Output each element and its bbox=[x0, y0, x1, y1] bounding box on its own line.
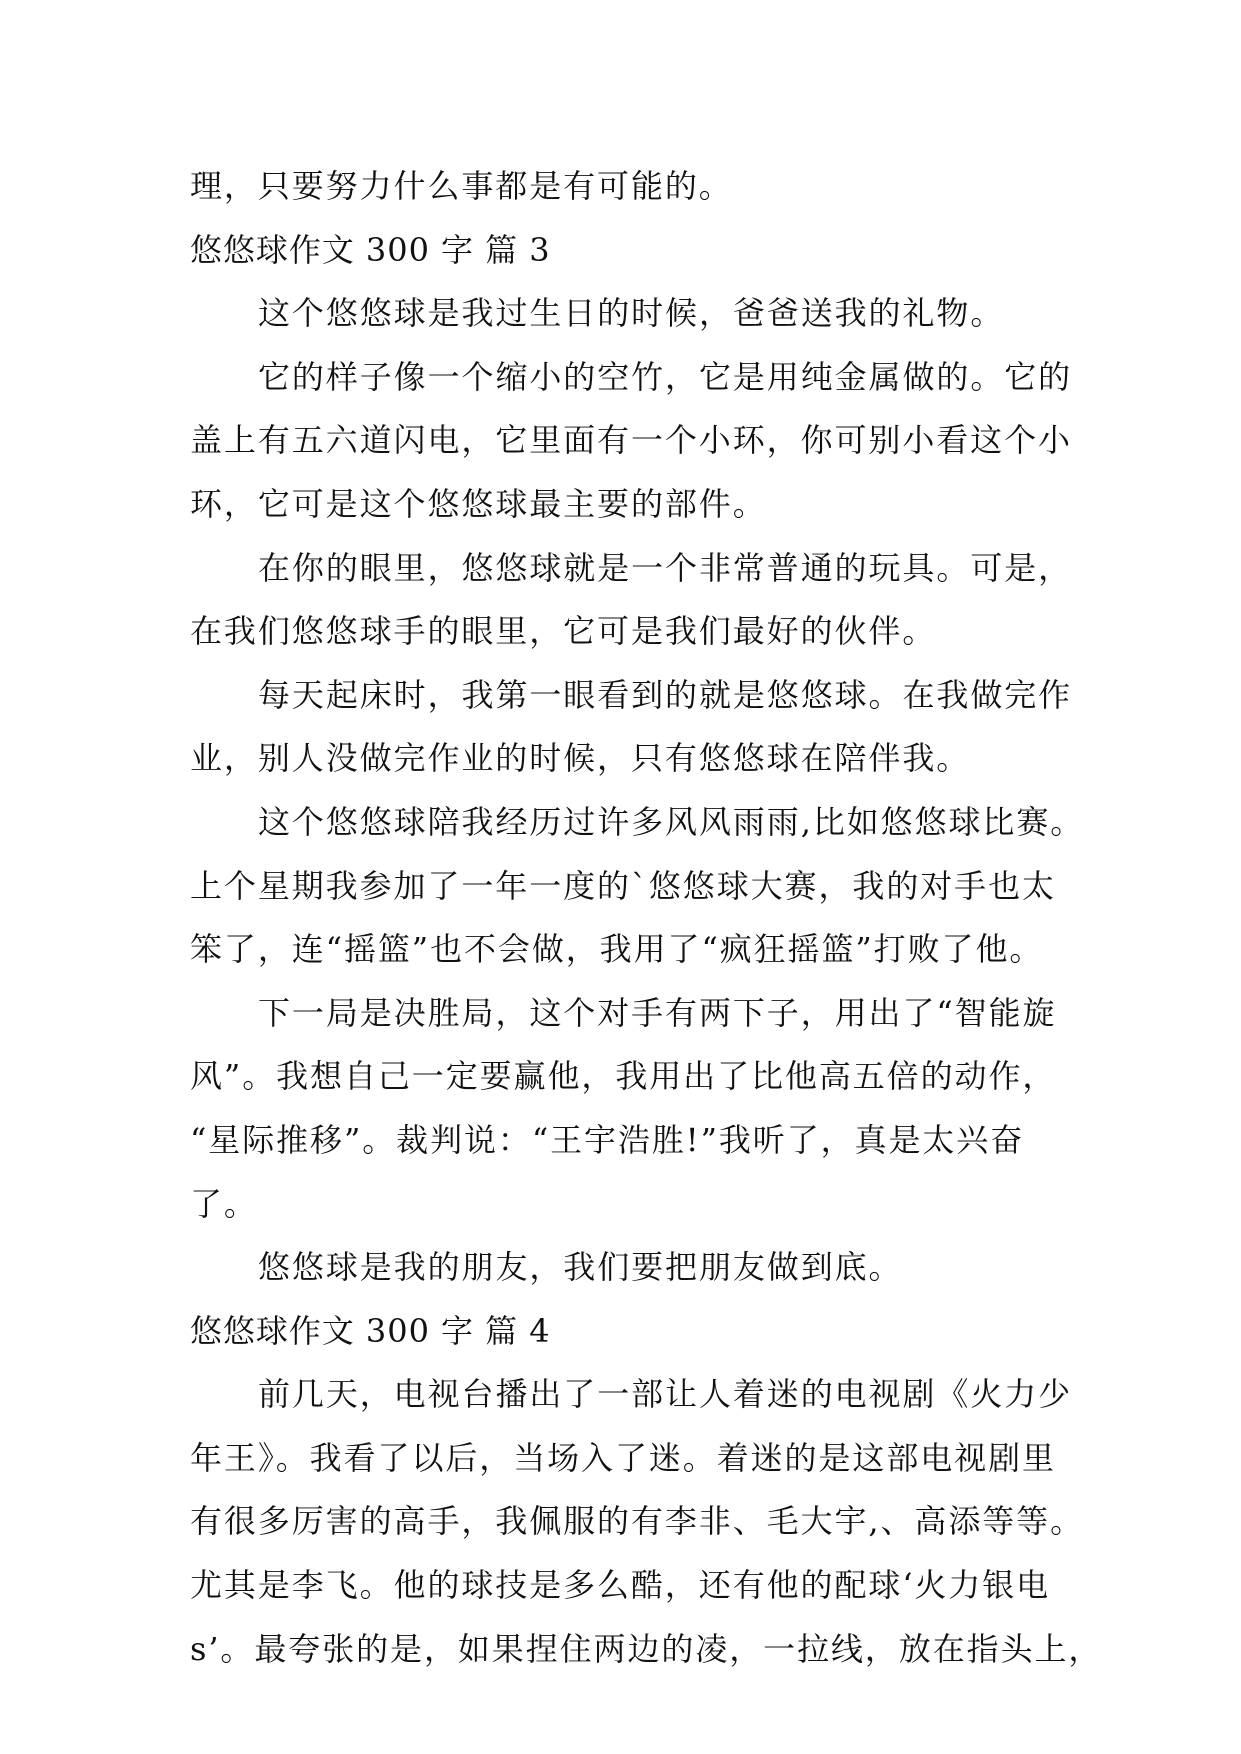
text-line: 有很多厉害的高手，我佩服的有李非、毛大宇,、高添等等。 bbox=[190, 1502, 1085, 1541]
text-line: 风”。我想自己一定要赢他，我用出了比他高五倍的动作， bbox=[190, 1057, 1057, 1096]
text-line: 这个悠悠球是我过生日的时候，爸爸送我的礼物。 bbox=[258, 294, 1005, 333]
text-line: s’。最夸张的是，如果捏住两边的凌，一拉线，放在指头上， bbox=[190, 1629, 1103, 1668]
text-line: 悠悠球是我的朋友，我们要把朋友做到底。 bbox=[258, 1248, 903, 1287]
text-line: 尤其是李飞。他的球技是多么酷，还有他的配球‘火力银电 bbox=[190, 1566, 1051, 1605]
text-line: 环，它可是这个悠悠球最主要的部件。 bbox=[190, 484, 767, 523]
section-heading: 悠悠球作文 300 字 篇 3 bbox=[190, 230, 551, 269]
text-line: 理，只要努力什么事都是有可能的。 bbox=[190, 167, 733, 205]
text-line: 下一局是决胜局，这个对手有两下子，用出了“智能旋 bbox=[258, 993, 1057, 1032]
text-line: 了。 bbox=[190, 1184, 258, 1223]
section-heading: 悠悠球作文 300 字 篇 4 bbox=[190, 1311, 551, 1350]
text-line: 笨了，连“摇篮”也不会做，我用了“疯狂摇篮”打败了他。 bbox=[190, 930, 1044, 969]
text-line: 前几天，电视台播出了一部让人着迷的电视剧《火力少 bbox=[258, 1375, 1073, 1414]
text-line: 在你的眼里，悠悠球就是一个非常普通的玩具。可是， bbox=[258, 548, 1073, 587]
text-line: “星际推移”。裁判说：“王宇浩胜!”我听了，真是太兴奋 bbox=[190, 1120, 1025, 1159]
text-line: 盖上有五六道闪电，它里面有一个小环，你可别小看这个小 bbox=[190, 421, 1072, 460]
text-line: 每天起床时，我第一眼看到的就是悠悠球。在我做完作 bbox=[258, 675, 1073, 714]
text-line: 上个星期我参加了一年一度的`悠悠球大赛，我的对手也太 bbox=[190, 866, 1056, 905]
text-line: 业，别人没做完作业的时候，只有悠悠球在陪伴我。 bbox=[190, 739, 971, 778]
text-line: 在我们悠悠球手的眼里，它可是我们最好的伙伴。 bbox=[190, 612, 937, 651]
document-body bbox=[190, 155, 1103, 1681]
text-line: 这个悠悠球陪我经历过许多风风雨雨,比如悠悠球比赛。 bbox=[258, 802, 1085, 841]
text-line: 年王》。我看了以后，当场入了迷。着迷的是这部电视剧里 bbox=[190, 1438, 1056, 1477]
text-line: 它的样子像一个缩小的空竹，它是用纯金属做的。它的 bbox=[258, 357, 1073, 396]
